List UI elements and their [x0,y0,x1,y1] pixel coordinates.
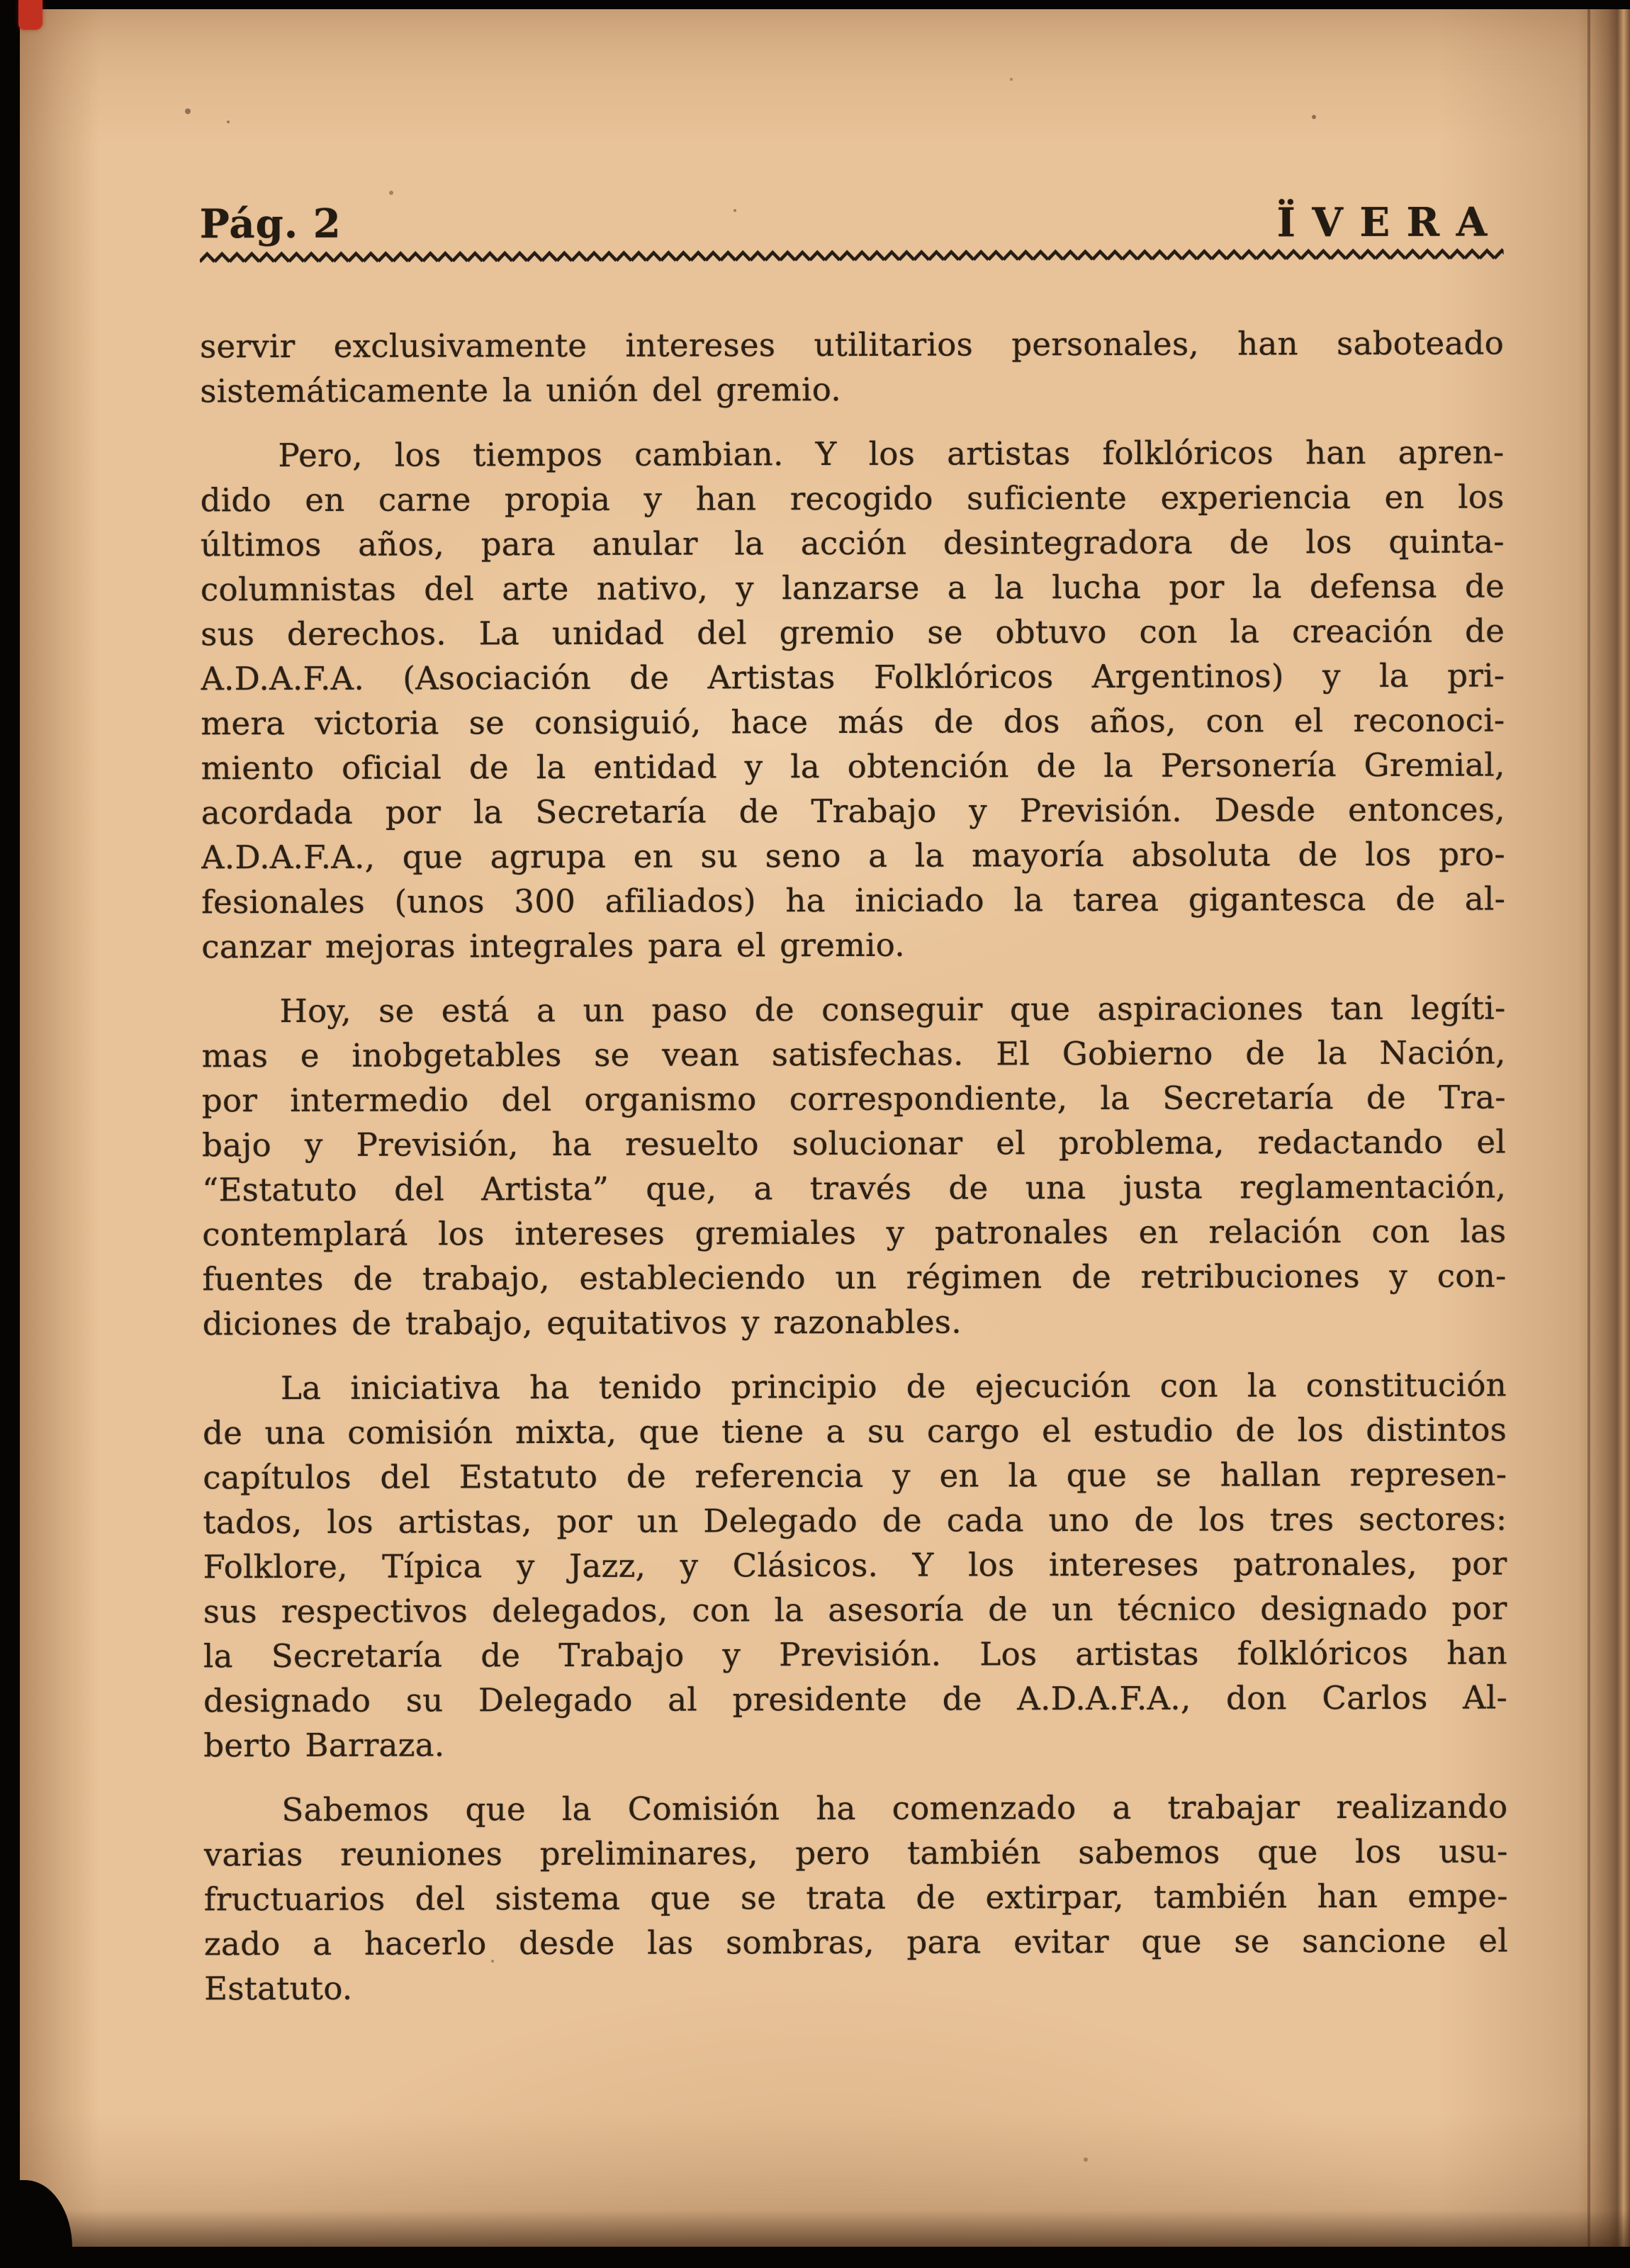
text-line: tados, los artistas, por un Delegado de cada uno de los tres sectores: [203,1500,1507,1542]
page-edge-shadow [1578,9,1630,2247]
text-line: diciones de trabajo, equitativos y razonables. [202,1303,962,1343]
text-line: la Secretaría de Trabajo y Previsión. Los artistas folklóricos han [203,1634,1508,1675]
text-line: fesionales (unos 300 afiliados) ha iniciado la tarea gigantesca de al- [201,880,1506,921]
text-line: bajo y Previsión, ha resuelto solucionar el problema, redactando el [201,1123,1507,1164]
red-mark [18,0,43,30]
paragraph [201,985,1506,1346]
text-line: A.D.A.F.A. (Asociación de Artistas Folklóricos Argentinos) y la pri- [201,656,1505,698]
text-line: últimos años, para anular la acción desintegradora de los quinta- [200,522,1505,564]
paper [20,9,1630,2247]
paragraph [203,1784,1508,2011]
paragraph [200,430,1505,969]
text-line: Pero, los tiempos cambian. Y los artistas folklóricos han apren- [278,433,1505,475]
bottom-edge-shadow [20,2210,1630,2247]
text-line: miento oficial de la entidad y la obtención de la Personería Gremial, [201,746,1505,787]
text-line: canzar mejoras integrales para el gremio. [201,926,906,966]
text-line: Sabemos que la Comisión ha comenzado a trabajar realizando [281,1787,1508,1829]
text-line: Estatuto. [204,1969,353,2008]
masthead-title: ÏVERA [1276,198,1504,247]
page-number-label: Pág. 2 [199,200,342,248]
text-line: La iniciativa ha tenido principio de ejecución con la constitución [280,1366,1507,1408]
paragraph [203,1362,1507,1768]
text-line: dido en carne propia y han recogido suficiente experiencia en los [200,478,1505,520]
text-line: designado su Delegado al presidente de A.D.A.F.A., don Carlos Al- [203,1678,1508,1720]
text-line: por intermedio del organismo correspondiente, la Secretaría de Tra- [201,1078,1506,1120]
text-line: Hoy, se está a un paso de conseguir que aspiraciones tan legíti- [279,989,1506,1031]
text-line: berto Barraza. [203,1726,445,1765]
dust-specks [185,108,191,114]
text-line: capítulos del Estatuto de referencia y en la que se hallan represen- [203,1455,1507,1497]
text-line: mera victoria se consiguió, hace más de dos años, con el reconoci- [201,701,1505,743]
text-line: Folklore, Típica y Jazz, y Clásicos. Y los intereses patronales, por [203,1544,1507,1586]
text-line: de una comisión mixta, que tiene a su cargo el estudio de los distintos [203,1410,1507,1452]
article-body [200,320,1508,2011]
text-line: fructuarios del sistema que se trata de extirpar, también han empe- [203,1877,1508,1919]
text-line: sistemáticamente la unión del gremio. [200,370,842,410]
page-content [17,7,1630,2249]
text-line: sus respectivos delegados, con la asesoría de un técnico designado por [203,1589,1507,1631]
text-line: contemplará los intereses gremiales y patronales en relación con las [202,1212,1507,1254]
text-line: servir exclusivamente intereses utilitarios personales, han saboteado [200,324,1505,366]
text-line: fuentes de trabajo, estableciendo un régimen de retribuciones y con- [202,1257,1507,1298]
paragraph [200,320,1504,413]
text-line: A.D.A.F.A., que agrupa en su seno a la mayoría absoluta de los pro- [201,835,1506,877]
zigzag-divider [200,247,1504,265]
text-line: columnistas del arte nativo, y lanzarse a la lucha por la defensa de [200,567,1505,609]
text-line: sus derechos. La unidad del gremio se obtuvo con la creación de [201,612,1505,653]
page-header [200,197,1504,249]
text-line: acordada por la Secretaría de Trabajo y Previsión. Desde entonces, [201,790,1505,832]
text-line: mas e inobgetables se vean satisfechas. El Gobierno de la Nación, [201,1033,1506,1075]
text-line: zado a hacerlo desde las sombras, para evitar que se sancione el [203,1921,1509,1963]
text-line: varias reuniones preliminares, pero también sabemos que los usu- [203,1832,1508,1874]
text-line: “Estatuto del Artista” que, a través de una justa reglamentación, [202,1167,1507,1209]
